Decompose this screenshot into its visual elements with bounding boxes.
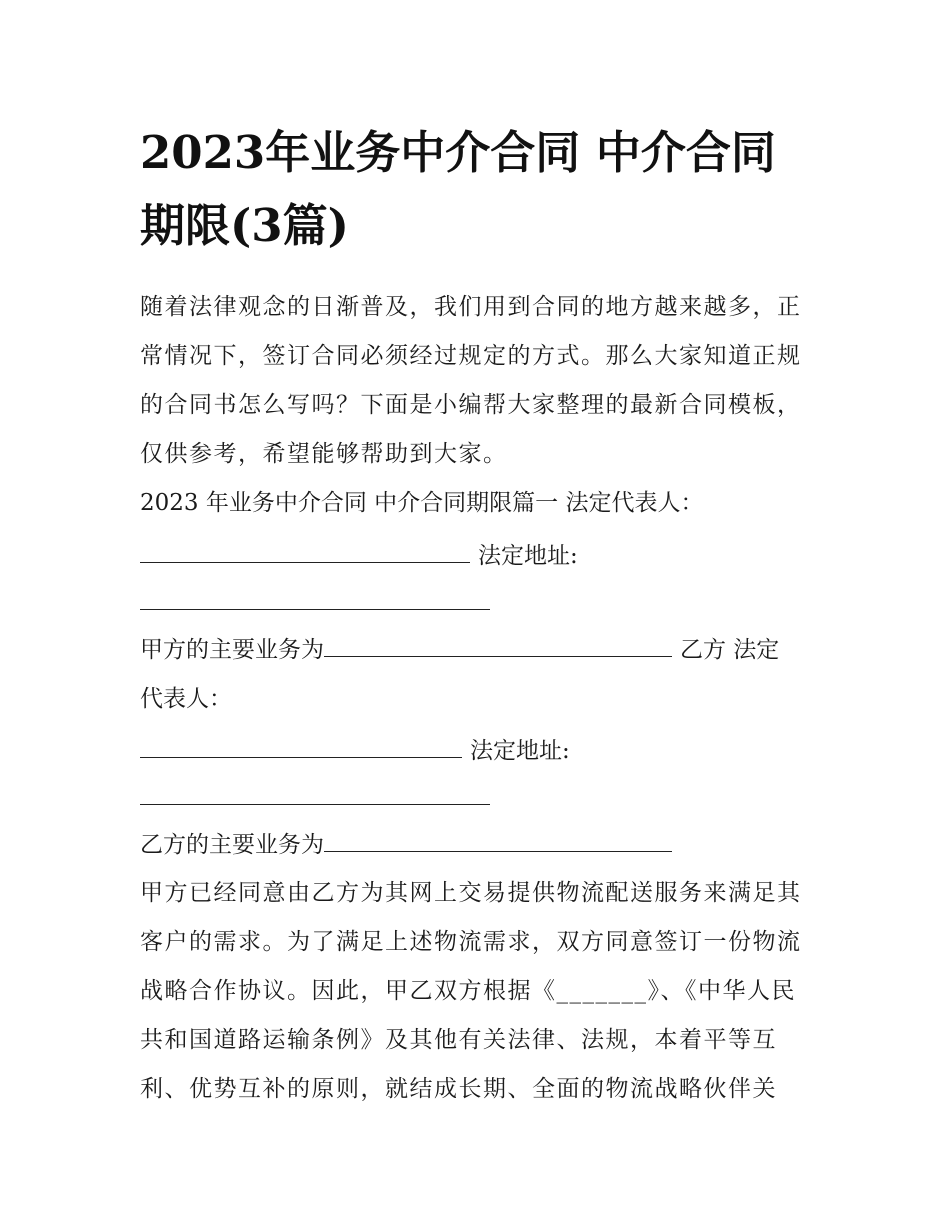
party-a-business-blank[interactable] [324, 632, 672, 657]
party-b-business-blank[interactable] [324, 827, 672, 852]
party-b-rep-label-line: 代表人： [140, 686, 232, 712]
intro-paragraph: 随着法律观念的日渐普及，我们用到合同的地方越来越多，正常情况下，签订合同必须经过规定的方式。那么大家知道正规的合同书怎么写吗？下面是小编帮大家整理的最新合同模板，仅供参考，希望能够帮助到大家。 [140, 294, 802, 467]
party-b-address-line [140, 733, 570, 767]
section-heading: 2023 年业务中介合同 中介合同期限篇一 法定代表人： [140, 490, 704, 516]
party-b-address-blank-line [140, 780, 490, 814]
agreement-paragraph: 甲方已经同意由乙方为其网上交易提供物流配送服务来满足其客户的需求。为了满足上述物流需求，双方同意签订一份物流战略合作协议。因此，甲乙双方根据《_______》、《中华人民共和国道路运输条例》及其他有关法律、法规，本着平等互利、优势互补的原则，就结成长期、全面的物流战略伙伴关 [140, 880, 802, 1102]
party-b-address-label: 法定地址: [470, 738, 570, 764]
party-a-address-blank-line [140, 585, 490, 619]
party-a-address-label: 法定地址: [478, 543, 578, 569]
party-b-business-line [140, 827, 672, 861]
party-a-business-label: 甲方的主要业务为 [140, 637, 324, 663]
party-b-representative-blank[interactable] [140, 733, 462, 758]
party-b-business-label: 乙方的主要业务为 [140, 832, 324, 858]
party-a-address-blank[interactable] [140, 585, 490, 610]
party-a-business-line [140, 632, 779, 666]
party-a-representative-blank[interactable] [140, 538, 470, 563]
party-b-rep-label-1: 乙方 法定 [680, 637, 780, 663]
party-b-address-blank[interactable] [140, 780, 490, 805]
document-title: 2023年业务中介合同 中介合同期限(3篇) [140, 126, 776, 252]
party-a-address-line [140, 538, 578, 572]
